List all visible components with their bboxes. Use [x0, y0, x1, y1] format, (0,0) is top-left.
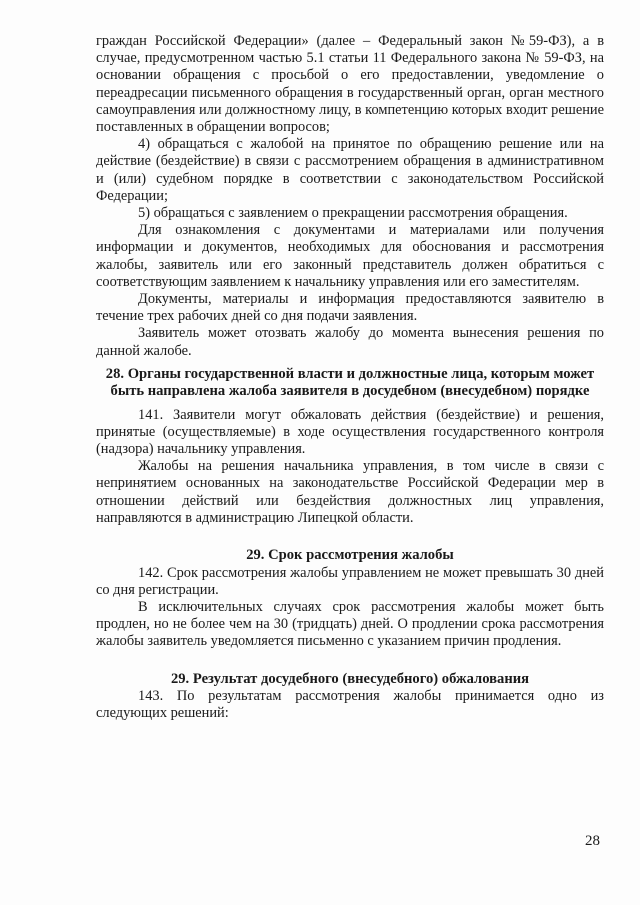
paragraph-item-5: 5) обращаться с заявлением о прекращении рассмотрения обращения.: [138, 205, 568, 222]
section-heading-29-result: 29. Результат досудебного (внесудебного) обжалования: [170, 670, 530, 687]
paragraph-143: 143. По результатам рассмотрения жалобы принимается одно из следующих решений:: [96, 687, 604, 722]
paragraph-complaints-region: Жалобы на решения начальника управления, в том числе в связи с непринятием основанных на законодательстве Российской Федерации мер в отношении действий или бездействия должностных лиц управления, направляются в администрацию Липецкой области.: [96, 458, 604, 526]
section-heading-28: 28. Органы государственной власти и должностные лица, которым может быть направлена жалоба заявителя в досудебном (внесудебном) порядке: [105, 365, 595, 400]
paragraph-withdraw-complaint: Заявитель может отозвать жалобу до момента вынесения решения по данной жалобе.: [96, 325, 604, 359]
paragraph-document-access: Для ознакомления с документами и материалами или получения информации и документов, необходимых для обоснования и рассмотрения жалобы, заявитель или его законный представитель должен обратиться с соответствующим заявлением к начальнику управления или его заместителям.: [96, 222, 604, 290]
paragraph-141: 141. Заявители могут обжаловать действия (бездействие) и решения, принятые (осуществляемые) в ходе осуществления государственного контроля (надзора) начальнику управления.: [96, 406, 604, 458]
paragraph-document-deadline: Документы, материалы и информация предоставляются заявителю в течение трех рабочих дней со дня подачи заявления.: [96, 291, 604, 325]
section-heading-29-term: 29. Срок рассмотрения жалобы: [246, 547, 454, 564]
paragraph-extension: В исключительных случаях срок рассмотрения жалобы может быть продлен, но не более чем на 30 (тридцать) дней. О продлении срока рассмотрения жалобы заявитель уведомляется письменно с указанием причин продления.: [96, 598, 604, 650]
paragraph-142: 142. Срок рассмотрения жалобы управлением не может превышать 30 дней со дня регистрации.: [96, 564, 604, 598]
paragraph-rights-continuation: граждан Российской Федерации» (далее – Федеральный закон №59-ФЗ), а в случае, предусмотренном частью 5.1 статьи 11 Федерального закона № 59-ФЗ, на основании обращения с просьбой о его предоставлении, уведомление о переадресации письменного обращения в государственный орган, орган местного самоуправления или должностному лицу, в компетенцию которых входит решение поставленных в обращении вопросов;: [96, 33, 604, 136]
paragraph-item-4: 4) обращаться с жалобой на принятое по обращению решение или на действие (бездействие) в связи с рассмотрением обращения в административном и (или) судебном порядке в соответствии с законодательством Российской Федерации;: [96, 136, 604, 204]
page-content: [96, 33, 604, 722]
page-number: 28: [585, 833, 600, 849]
